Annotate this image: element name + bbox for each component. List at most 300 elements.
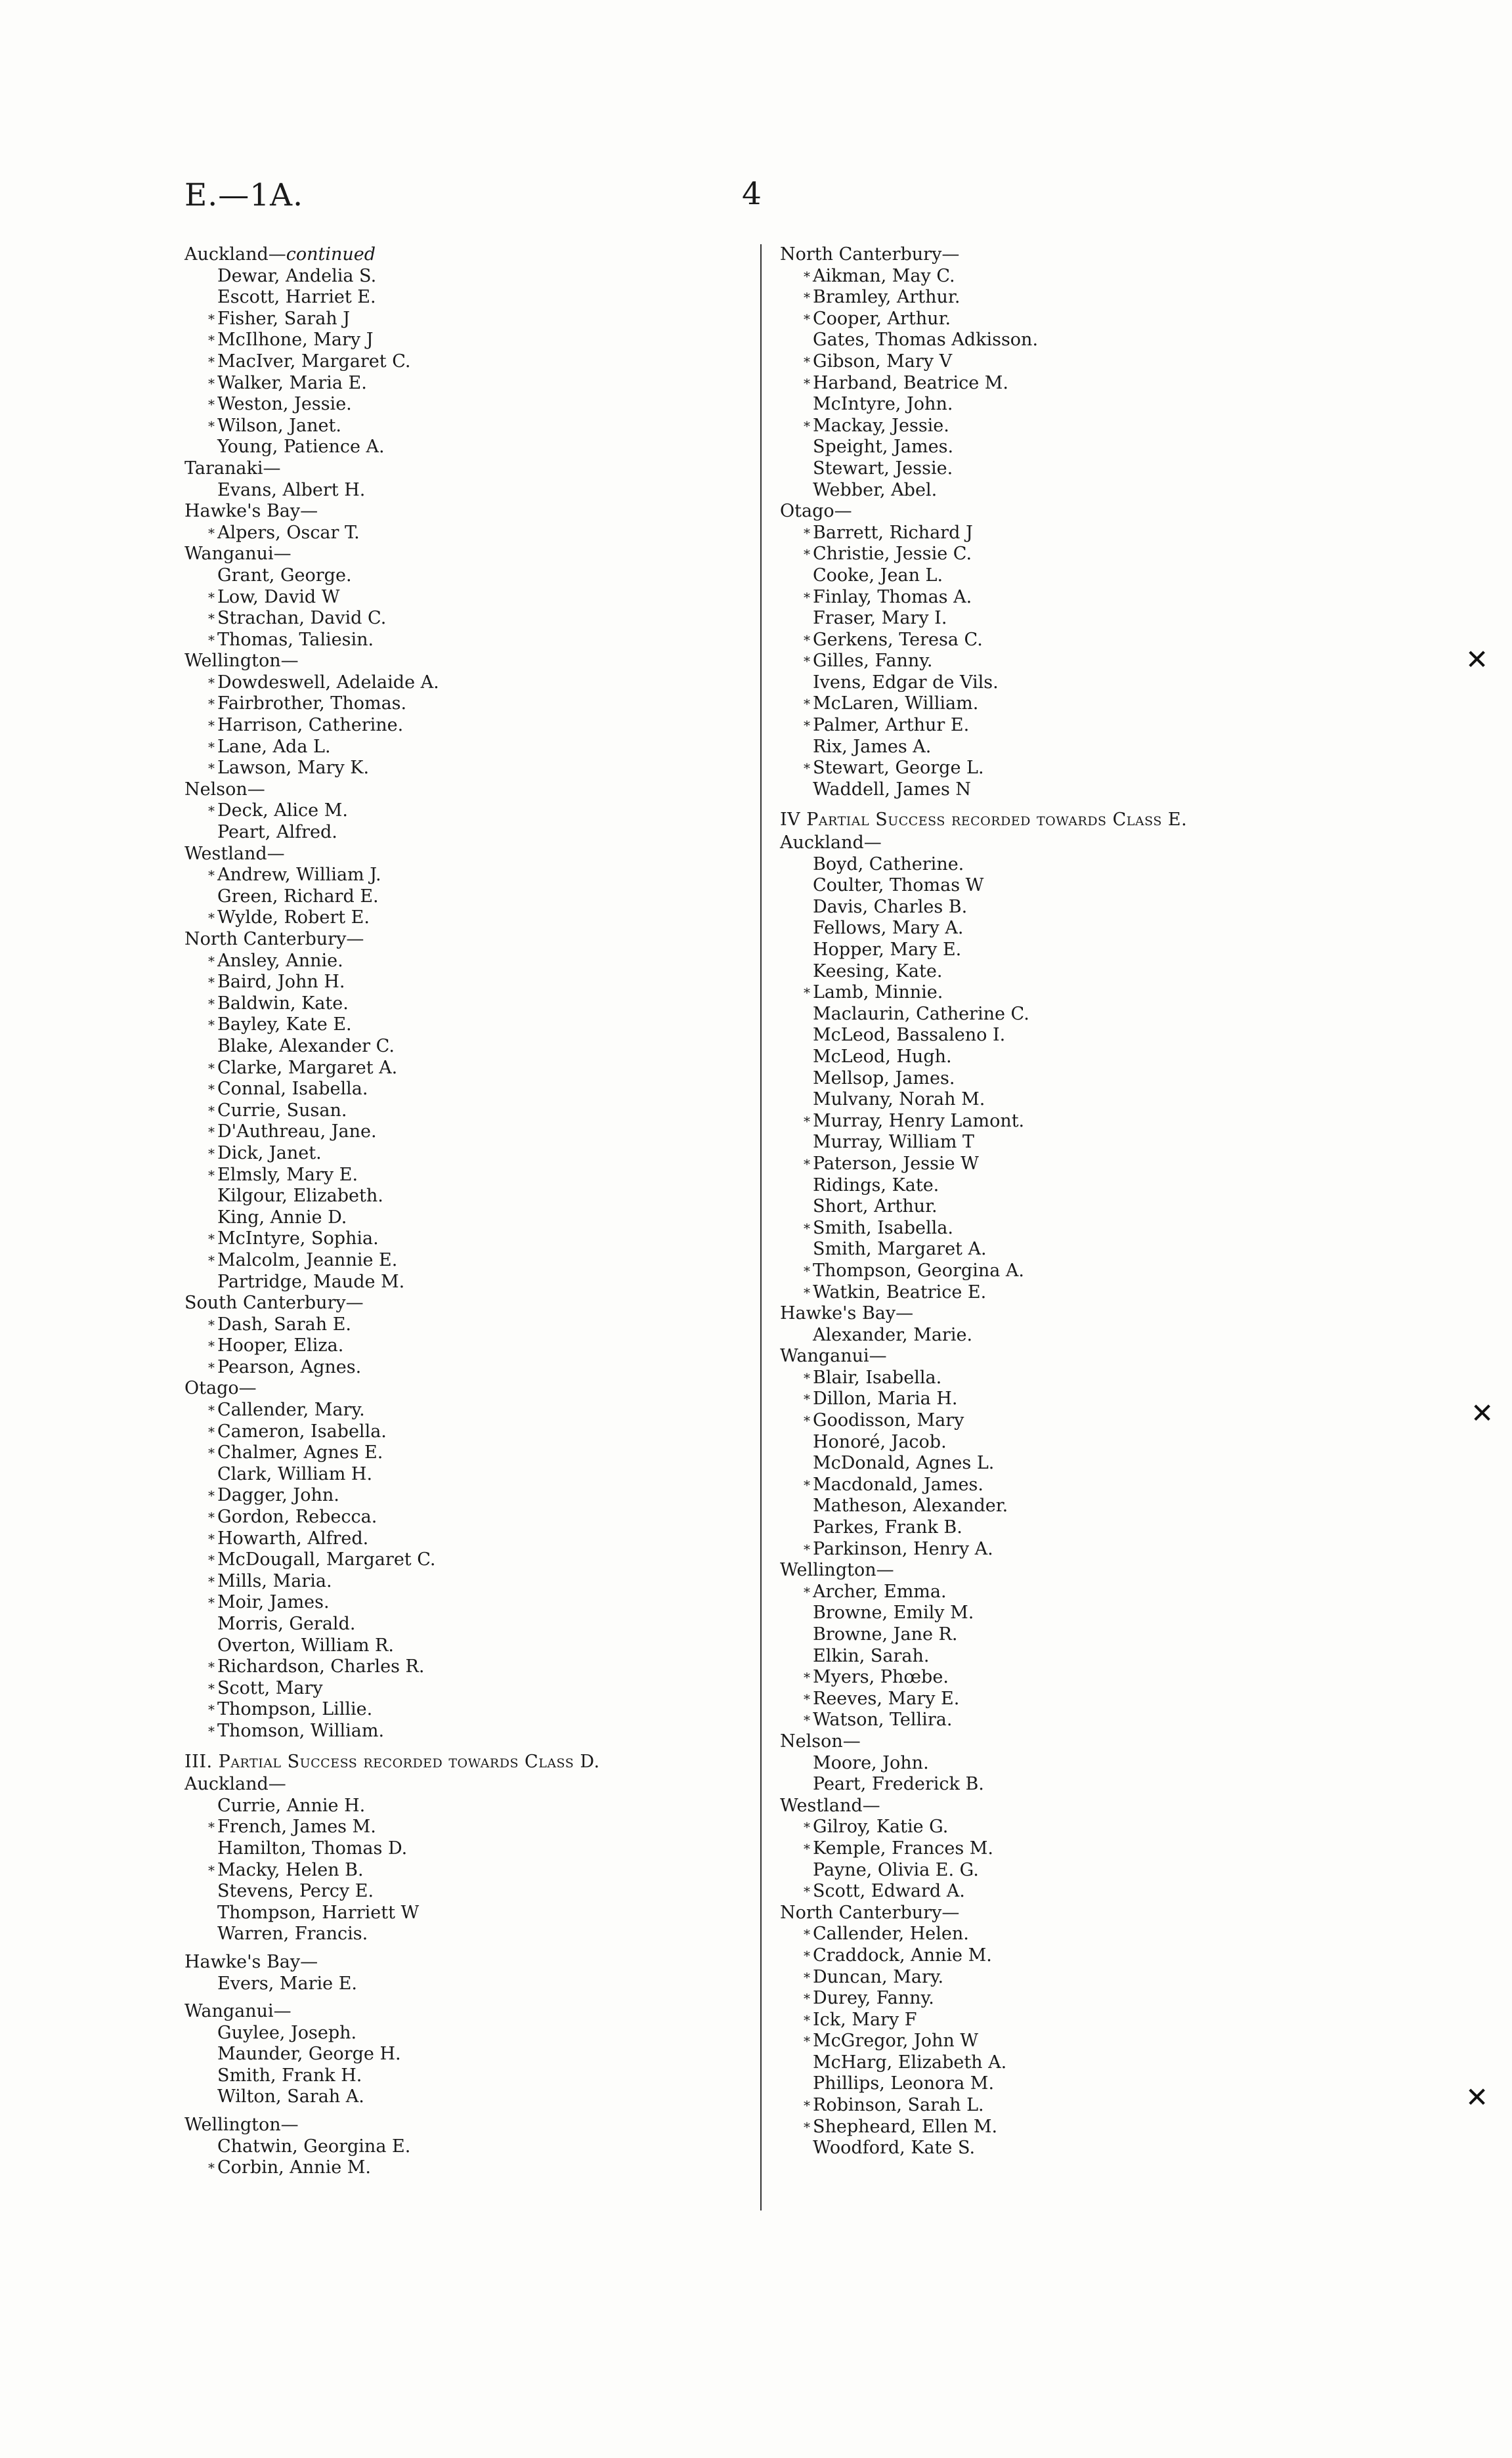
asterisk-mark: * [208, 353, 215, 370]
candidate-name [780, 1988, 1318, 2010]
candidate-name-text: Deck, Alice M. [217, 800, 348, 821]
asterisk-mark: * [208, 332, 215, 349]
candidate-name-text: Rix, James A. [813, 736, 932, 757]
district-heading [184, 779, 743, 801]
district-name: Wellington— [184, 651, 299, 672]
candidate-name [780, 437, 1318, 458]
asterisk-mark: * [208, 1231, 215, 1247]
candidate-name-text: Christie, Jessie C. [813, 544, 972, 565]
candidate-name [780, 918, 1318, 939]
candidate-name-text: Gibson, Mary V [813, 351, 953, 372]
candidate-name [780, 1967, 1318, 1989]
candidate-name [780, 1132, 1318, 1154]
candidate-name-text: Waddell, James N [813, 779, 972, 800]
candidate-name-text: Smith, Margaret A. [813, 1239, 987, 1260]
district-name: Wanganui— [184, 2001, 292, 2022]
candidate-name [184, 2086, 743, 2108]
candidate-name-text: Ridings, Kate. [813, 1175, 940, 1196]
candidate-name [184, 1817, 743, 1838]
candidate-name-text: Young, Patience A. [217, 437, 385, 458]
candidate-name [184, 1421, 743, 1443]
candidate-name [780, 1046, 1318, 1068]
candidate-name-text: Durey, Fanny. [813, 1988, 934, 2009]
candidate-name [780, 458, 1318, 480]
candidate-name-text: McIlhone, Mary J [217, 330, 374, 351]
asterisk-mark: * [208, 1102, 215, 1119]
asterisk-mark: * [208, 397, 215, 413]
asterisk-mark: * [804, 1584, 810, 1600]
candidate-name [184, 1838, 743, 1860]
margin-mark: ✕ [1471, 1397, 1494, 1429]
asterisk-mark: * [804, 418, 810, 434]
margin-mark: ✕ [1465, 2081, 1489, 2113]
candidate-name-text: Moore, John. [813, 1752, 929, 1773]
asterisk-mark: * [804, 268, 810, 284]
column-divider [760, 244, 762, 2210]
asterisk-mark: * [208, 1530, 215, 1547]
district-name: Auckland— [184, 1774, 286, 1795]
candidate-name [184, 1635, 743, 1657]
asterisk-mark: * [804, 1369, 810, 1386]
asterisk-mark: * [208, 1145, 215, 1161]
asterisk-mark: * [208, 375, 215, 391]
asterisk-mark: * [804, 1113, 810, 1129]
candidate-name-text: Wylde, Robert E. [217, 907, 370, 928]
asterisk-mark: * [208, 1702, 215, 1718]
candidate-name [184, 1014, 743, 1036]
candidate-name [780, 2095, 1318, 2117]
candidate-name [184, 1528, 743, 1550]
candidate-name-text: Peart, Frederick B. [813, 1774, 984, 1795]
district-name: Wanganui— [184, 544, 292, 565]
candidate-name [184, 2023, 743, 2044]
candidate-name [780, 982, 1318, 1004]
candidate-name [184, 608, 743, 630]
candidate-name [780, 1389, 1318, 1410]
district-name: Wellington— [184, 2115, 299, 2136]
asterisk-mark: * [804, 1926, 810, 1943]
candidate-name [184, 1796, 743, 1817]
candidate-name-text: Aikman, May C. [813, 265, 955, 286]
candidate-name [780, 1432, 1318, 1454]
candidate-name [780, 266, 1318, 288]
district-heading [184, 2001, 743, 2023]
candidate-name-text: Boyd, Catherine. [813, 853, 964, 874]
candidate-name [780, 565, 1318, 587]
candidate-name [184, 1207, 743, 1229]
document-reference: E.—1A. [184, 177, 304, 213]
candidate-name [184, 737, 743, 758]
asterisk-mark: * [804, 1284, 810, 1301]
candidate-name-text: King, Annie D. [217, 1207, 347, 1228]
candidate-name [184, 1721, 743, 1742]
asterisk-mark: * [804, 311, 810, 327]
candidate-name-text: Warren, Francis. [217, 1924, 368, 1945]
candidate-name-text: Alexander, Marie. [813, 1324, 973, 1345]
candidate-name-text: Weston, Jessie. [217, 394, 352, 415]
asterisk-mark: * [804, 589, 810, 605]
asterisk-mark: * [208, 1552, 215, 1568]
candidate-name [184, 1400, 743, 1421]
candidate-name-text: Duncan, Mary. [813, 1966, 944, 1987]
candidate-name-text: Macdonald, James. [813, 1474, 983, 1495]
asterisk-mark: * [208, 1060, 215, 1076]
candidate-name [184, 1143, 743, 1165]
candidate-name-text: Alpers, Oscar T. [217, 522, 360, 543]
asterisk-mark: * [804, 653, 810, 670]
candidate-name-text: Callender, Helen. [813, 1924, 969, 1945]
candidate-name-text: Malcolm, Jeannie E. [217, 1249, 398, 1270]
candidate-name [780, 2052, 1318, 2074]
candidate-name-text: Maclaurin, Catherine C. [813, 1003, 1029, 1024]
candidate-name-text: Robinson, Sarah L. [813, 2095, 984, 2116]
asterisk-mark: * [208, 696, 215, 712]
candidate-name-text: McIntyre, John. [813, 394, 953, 415]
asterisk-mark: * [208, 1680, 215, 1696]
candidate-name [780, 309, 1318, 330]
candidate-name [184, 1614, 743, 1635]
asterisk-mark: * [208, 1252, 215, 1268]
district-name: Auckland— [780, 832, 882, 853]
candidate-name [184, 1903, 743, 1924]
candidate-name [184, 565, 743, 587]
candidate-name-text: Strachan, David C. [217, 608, 387, 629]
section-heading: III. Partial Success recorded towards Class D. [184, 1751, 600, 1772]
candidate-name-text: Lane, Ada L. [217, 736, 331, 757]
asterisk-mark: * [804, 2012, 810, 2028]
candidate-name-text: Escott, Harriet E. [217, 287, 376, 308]
candidate-name [184, 2157, 743, 2179]
asterisk-mark: * [208, 1081, 215, 1098]
candidate-name [184, 1924, 743, 1945]
candidate-name-text: Blake, Alexander C. [217, 1035, 395, 1056]
candidate-name [780, 1646, 1318, 1668]
candidate-name [780, 1175, 1318, 1197]
district-name: Hawke's Bay— [184, 1951, 318, 1972]
district-heading [184, 2115, 743, 2136]
candidate-name-text: French, James M. [217, 1817, 376, 1838]
candidate-name-text: Goodisson, Mary [813, 1410, 964, 1431]
candidate-name [184, 1699, 743, 1721]
candidate-name [780, 1154, 1318, 1175]
candidate-name [780, 1496, 1318, 1517]
candidate-name-text: Phillips, Leonora M. [813, 2073, 995, 2094]
candidate-name-text: Howarth, Alfred. [217, 1528, 369, 1549]
candidate-name-text: Richardson, Charles R. [217, 1656, 425, 1677]
candidate-name-text: Keesing, Kate. [813, 960, 943, 981]
asterisk-mark: * [804, 696, 810, 712]
candidate-name-text: Peart, Alfred. [217, 822, 337, 843]
asterisk-mark: * [208, 525, 215, 541]
candidate-name [780, 1239, 1318, 1261]
asterisk-mark: * [208, 1445, 215, 1461]
asterisk-mark: * [804, 1947, 810, 1964]
candidate-name [184, 758, 743, 779]
asterisk-mark: * [208, 1316, 215, 1333]
candidate-name-text: Scott, Mary [217, 1677, 323, 1698]
candidate-name [780, 1282, 1318, 1304]
candidate-name-text: Scott, Edward A. [813, 1881, 965, 1902]
candidate-name-text: Stevens, Percy E. [217, 1881, 374, 1902]
candidate-name [184, 330, 743, 351]
candidate-name-text: Cooper, Arthur. [813, 308, 951, 329]
candidate-name [184, 1507, 743, 1528]
candidate-name [780, 1025, 1318, 1046]
district-heading [780, 1903, 1318, 1924]
candidate-name [184, 1314, 743, 1336]
candidate-name [780, 1410, 1318, 1432]
candidate-name [780, 693, 1318, 715]
candidate-name [184, 886, 743, 908]
district-heading [184, 501, 743, 523]
candidate-name [184, 972, 743, 993]
candidate-name-text: Smith, Frank H. [217, 2065, 362, 2086]
candidate-name-text: Moir, James. [217, 1592, 330, 1613]
candidate-name-text: Chatwin, Georgina E. [217, 2136, 411, 2157]
asterisk-mark: * [208, 910, 215, 926]
asterisk-mark: * [208, 974, 215, 991]
candidate-name [780, 1838, 1318, 1860]
asterisk-mark: * [208, 1595, 215, 1611]
candidate-name-text: Paterson, Jessie W [813, 1153, 979, 1174]
candidate-name [780, 1453, 1318, 1475]
candidate-name [780, 1924, 1318, 1945]
asterisk-mark: * [804, 546, 810, 563]
candidate-name [780, 287, 1318, 309]
asterisk-mark: * [804, 1155, 810, 1172]
left-column [184, 244, 743, 2179]
asterisk-mark: * [804, 985, 810, 1001]
district-name: Wellington— [780, 1560, 894, 1581]
asterisk-mark: * [208, 953, 215, 969]
candidate-name-text: Dick, Janet. [217, 1142, 322, 1163]
candidate-name [184, 1571, 743, 1593]
asterisk-mark: * [208, 718, 215, 734]
candidate-name [184, 394, 743, 416]
candidate-name [780, 651, 1318, 672]
candidate-name [780, 1689, 1318, 1710]
candidate-name [184, 1058, 743, 1079]
district-name: North Canterbury— [184, 929, 364, 949]
candidate-name [780, 1517, 1318, 1539]
candidate-name [184, 630, 743, 651]
candidate-name-text: Elmsly, Mary E. [217, 1164, 358, 1185]
candidate-name-text: Mulvany, Norah M. [813, 1089, 985, 1110]
district-heading [780, 1303, 1318, 1325]
candidate-name-text: Craddock, Annie M. [813, 1945, 992, 1966]
candidate-name-text: Overton, William R. [217, 1635, 394, 1656]
candidate-name [780, 1582, 1318, 1603]
candidate-name-text: Elkin, Sarah. [813, 1645, 930, 1666]
candidate-name-text: Fraser, Mary I. [813, 608, 947, 629]
candidate-name [780, 1624, 1318, 1646]
candidate-name-text: Maunder, George H. [217, 2044, 401, 2065]
page-number: 4 [742, 176, 762, 212]
asterisk-mark: * [208, 803, 215, 819]
district-name: Taranaki— [184, 458, 281, 479]
candidate-name-text: Fellows, Mary A. [813, 918, 964, 939]
candidate-name-text: Payne, Olivia E. G. [813, 1859, 979, 1880]
candidate-name [780, 779, 1318, 801]
candidate-name [184, 1678, 743, 1700]
candidate-name [184, 2065, 743, 2087]
candidate-name [780, 1881, 1318, 1903]
asterisk-mark: * [208, 1402, 215, 1419]
section-heading: IV Partial Success recorded towards Class E. [780, 809, 1188, 830]
asterisk-mark: * [208, 1423, 215, 1440]
candidate-name-text: Stewart, Jessie. [813, 458, 953, 479]
candidate-name [184, 373, 743, 395]
candidate-name [184, 1357, 743, 1379]
candidate-name-text: Dagger, John. [217, 1485, 339, 1506]
candidate-name-text: McLaren, William. [813, 693, 979, 714]
candidate-name [184, 1100, 743, 1122]
candidate-name [780, 1860, 1318, 1882]
asterisk-mark: * [804, 718, 810, 734]
candidate-name [184, 287, 743, 309]
candidate-name-text: Blair, Isabella. [813, 1367, 942, 1388]
candidate-name [184, 1881, 743, 1903]
candidate-name-text: Harrison, Catherine. [217, 715, 404, 736]
candidate-name [184, 951, 743, 972]
candidate-name [780, 1753, 1318, 1775]
candidate-name-text: McHarg, Elizabeth A. [813, 2052, 1007, 2073]
district-heading [184, 544, 743, 565]
candidate-name [780, 1817, 1318, 1838]
district-name: Westland— [184, 843, 285, 864]
candidate-name-text: Cooke, Jean L. [813, 565, 943, 586]
asterisk-mark: * [208, 311, 215, 327]
candidate-name-text: Reeves, Mary E. [813, 1688, 960, 1709]
candidate-name-text: McLeod, Hugh. [813, 1046, 952, 1067]
candidate-name [184, 822, 743, 844]
district-name: Nelson— [184, 779, 265, 800]
candidate-name [780, 2117, 1318, 2138]
candidate-name-text: Parkinson, Henry A. [813, 1538, 993, 1559]
candidate-name-text: McIntyre, Sophia. [217, 1228, 379, 1249]
candidate-name-text: Archer, Emma. [813, 1581, 947, 1602]
candidate-name-text: Webber, Abel. [813, 479, 938, 500]
asterisk-mark: * [208, 418, 215, 434]
candidate-name [780, 1710, 1318, 1731]
candidate-name [780, 2138, 1318, 2159]
district-name: Hawke's Bay— [780, 1303, 914, 1324]
asterisk-mark: * [804, 1477, 810, 1493]
candidate-name-text: Stewart, George L. [813, 758, 984, 779]
district-heading [184, 929, 743, 951]
candidate-name-text: Lawson, Mary K. [217, 758, 370, 779]
candidate-name-text: Thompson, Lillie. [217, 1699, 373, 1720]
asterisk-mark: * [804, 1969, 810, 1985]
candidate-name [780, 630, 1318, 651]
candidate-name-text: Mackay, Jessie. [813, 415, 949, 436]
candidate-name-text: Ivens, Edgar de Vils. [813, 672, 999, 693]
candidate-name [780, 2073, 1318, 2095]
candidate-name-text: Thomson, William. [217, 1720, 385, 1741]
asterisk-mark: * [208, 2160, 215, 2176]
candidate-name [184, 1549, 743, 1571]
candidate-name-text: Pearson, Agnes. [217, 1356, 362, 1377]
candidate-name-text: Guylee, Joseph. [217, 2022, 357, 2043]
asterisk-mark: * [208, 674, 215, 691]
candidate-name-text: Watson, Tellira. [813, 1710, 953, 1731]
candidate-name-text: Evers, Marie E. [217, 1973, 358, 1994]
candidate-name-text: Kemple, Frances M. [813, 1838, 993, 1859]
asterisk-mark: * [208, 1509, 215, 1526]
candidate-name-text: Barrett, Richard J [813, 522, 973, 543]
candidate-name [184, 865, 743, 886]
candidate-name-text: Low, David W [217, 586, 340, 607]
candidate-name-text: Evans, Albert H. [217, 479, 366, 500]
candidate-name [184, 1973, 743, 1995]
candidate-name [184, 1250, 743, 1272]
candidate-name-text: Parkes, Frank B. [813, 1517, 962, 1538]
asterisk-mark: * [804, 1991, 810, 2007]
candidate-name-text: Lamb, Minnie. [813, 982, 943, 1003]
candidate-name [184, 1656, 743, 1678]
candidate-name-text: Gates, Thomas Adkisson. [813, 330, 1039, 351]
candidate-name [780, 1603, 1318, 1624]
asterisk-mark: * [804, 1262, 810, 1279]
candidate-name-text: Morris, Gerald. [217, 1614, 356, 1634]
district-name: Wanganui— [780, 1346, 887, 1367]
candidate-name-text: Dash, Sarah E. [217, 1314, 352, 1335]
candidate-name-text: McLeod, Bassaleno I. [813, 1025, 1006, 1046]
candidate-name [780, 1196, 1318, 1218]
candidate-name-text: Murray, Henry Lamont. [813, 1110, 1025, 1131]
candidate-name-text: Dillon, Maria H. [813, 1389, 958, 1410]
candidate-name [780, 1325, 1318, 1347]
candidate-name [184, 523, 743, 544]
candidate-name [184, 351, 743, 373]
asterisk-mark: * [208, 760, 215, 777]
asterisk-mark: * [208, 632, 215, 648]
district-heading [780, 244, 1318, 266]
asterisk-mark: * [208, 1659, 215, 1675]
candidate-name-text: Mills, Maria. [217, 1570, 332, 1591]
candidate-name-text: McDougall, Margaret C. [217, 1549, 436, 1570]
margin-mark: ✕ [1465, 643, 1489, 676]
district-name: Otago— [780, 501, 852, 522]
asterisk-mark: * [804, 353, 810, 370]
candidate-name-text: Myers, Phœbe. [813, 1667, 949, 1688]
candidate-name [780, 961, 1318, 983]
candidate-name [780, 715, 1318, 737]
candidate-name [184, 1860, 743, 1882]
candidate-name [780, 897, 1318, 918]
candidate-name [184, 907, 743, 929]
candidate-name [780, 544, 1318, 565]
candidate-name [780, 1539, 1318, 1561]
district-heading [780, 832, 1318, 854]
district-name: North Canterbury— [780, 244, 960, 265]
candidate-name-text: Callender, Mary. [217, 1400, 365, 1421]
candidate-name-text: Coulter, Thomas W [813, 875, 984, 896]
candidate-name-text: Partridge, Maude M. [217, 1271, 405, 1292]
asterisk-mark: * [804, 2119, 810, 2135]
candidate-name [184, 1079, 743, 1100]
district-name: South Canterbury— [184, 1293, 364, 1314]
candidate-name [184, 587, 743, 609]
asterisk-mark: * [804, 1819, 810, 1836]
candidate-name-text: Browne, Jane R. [813, 1624, 958, 1645]
asterisk-mark: * [804, 1670, 810, 1686]
candidate-name [184, 1036, 743, 1058]
asterisk-mark: * [208, 1862, 215, 1878]
district-heading [184, 244, 743, 266]
asterisk-mark: * [804, 525, 810, 541]
district-heading [780, 501, 1318, 523]
